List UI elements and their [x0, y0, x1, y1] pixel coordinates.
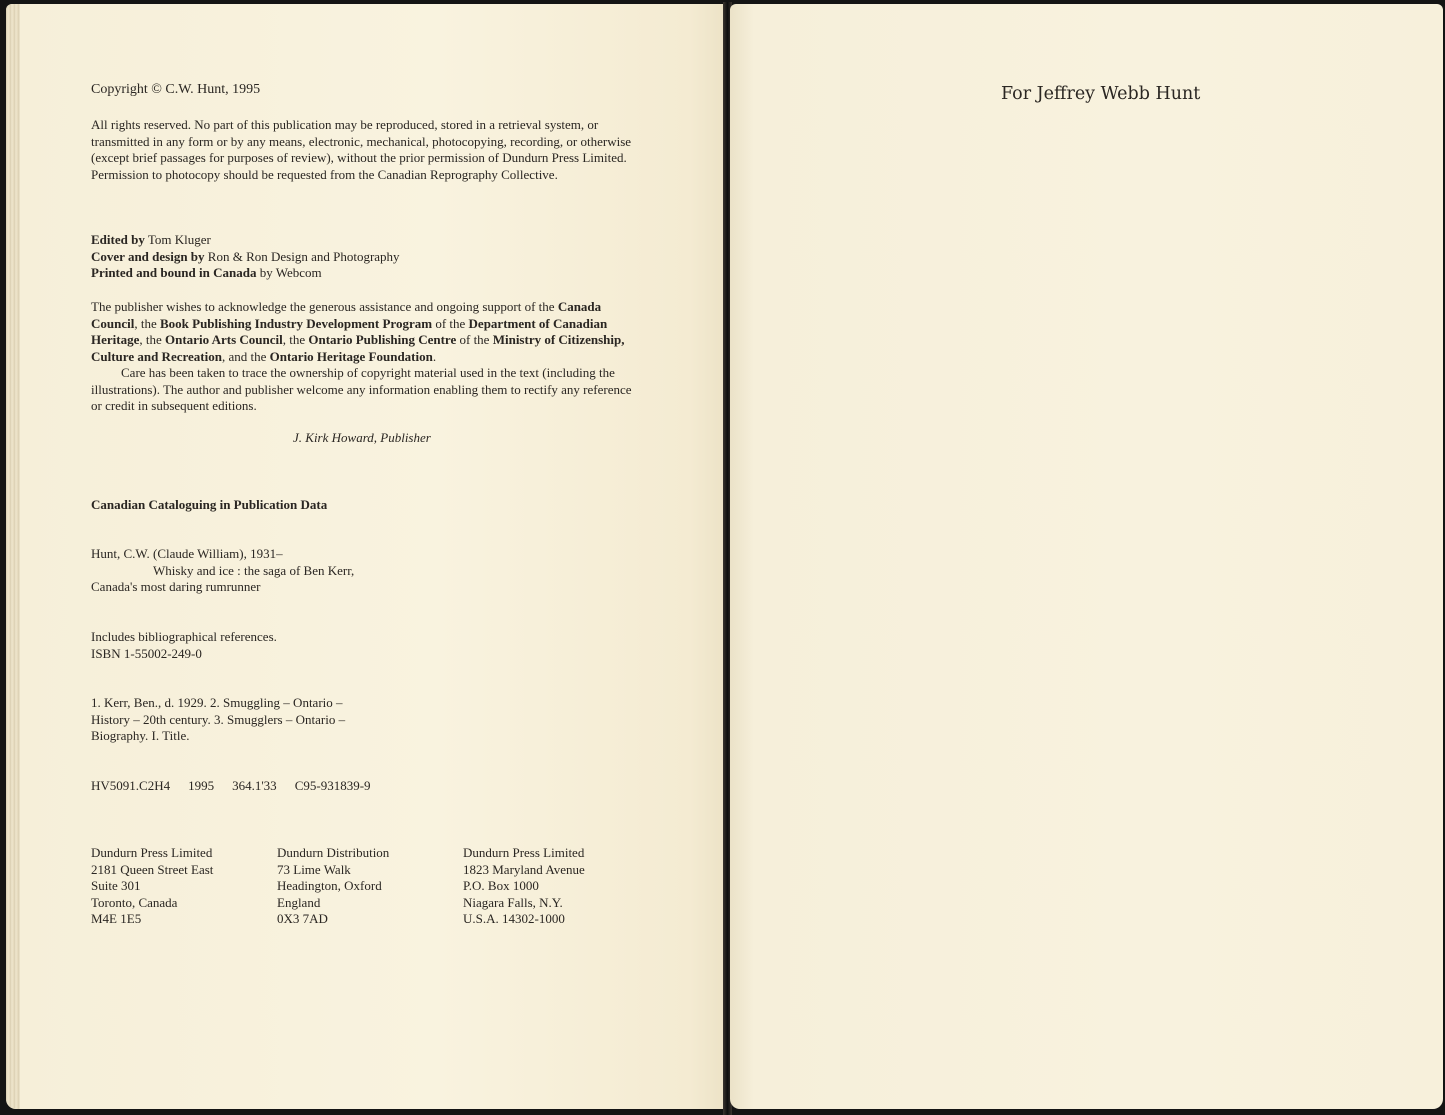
- address-line: Dundurn Distribution: [277, 845, 390, 860]
- address-line: England: [277, 894, 321, 910]
- address-toronto: [91, 845, 213, 928]
- cip-note-bibliography: Includes bibliographical references.: [91, 629, 277, 644]
- address-line: 1823 Maryland Avenue: [463, 861, 585, 877]
- cip-subtitle: Canada's most daring rumrunner: [91, 579, 261, 594]
- address-line: 0X3 7AD: [277, 911, 328, 926]
- address-line: P.O. Box 1000: [463, 878, 539, 893]
- cip-notes: [91, 629, 277, 662]
- cip-subjects: [91, 695, 345, 745]
- credit-printing: Printed and bound in Canada by Webcom: [91, 265, 322, 280]
- cip-year: 1995: [188, 778, 215, 793]
- right-page: [730, 4, 1443, 1109]
- address-line: U.S.A. 14302-1000: [463, 911, 565, 926]
- credit-editor: Edited by Tom Kluger: [91, 232, 211, 247]
- cip-classification: [91, 778, 389, 795]
- credits-block: [91, 232, 400, 282]
- credit-design: Cover and design by Ron & Ron Design and Photography: [91, 248, 400, 264]
- address-line: Toronto, Canada: [91, 894, 178, 910]
- cip-control-number: C95-931839-9: [294, 778, 371, 793]
- address-line: 2181 Queen Street East: [91, 861, 214, 877]
- address-oxford: [277, 845, 389, 928]
- rights-paragraph: All rights reserved. No part of this publication may be reproduced, stored in a retrieval system, or transmitted in any form or by any means, electronic, mechanical, photocopying, recording, or otherwise (except brief passages for purposes of review), without the prior permission of Dundurn Press Limited. Permission to photocopy should be requested from the Canadian Reprography Collective.: [91, 117, 632, 182]
- care-paragraph: Care has been taken to trace the ownership of copyright material used in the text (including the illustrations). The author and publisher welcome any information enabling them to rectify any reference or credit in subsequent editions.: [91, 365, 632, 413]
- cip-heading: Canadian Cataloguing in Publication Data: [91, 497, 328, 512]
- cip-subject-line: Biography. I. Title.: [91, 728, 190, 743]
- address-line: Dundurn Press Limited: [463, 845, 585, 860]
- acknowledgement-block: [91, 299, 636, 415]
- cip-title: Whisky and ice : the saga of Ben Kerr,: [153, 562, 355, 578]
- cip-dewey: 364.1'33: [232, 778, 277, 793]
- page-stack-edge: [6, 4, 20, 1109]
- cip-entry: [91, 546, 354, 596]
- copyright-line: Copyright © C.W. Hunt, 1995: [91, 82, 261, 97]
- cip-author: Hunt, C.W. (Claude William), 1931–: [91, 546, 283, 561]
- address-line: Niagara Falls, N.Y.: [463, 894, 563, 910]
- publisher-signature: J. Kirk Howard, Publisher: [293, 430, 431, 445]
- cip-subject-line: History – 20th century. 3. Smugglers – Ontario –: [91, 711, 346, 727]
- cip-isbn: ISBN 1-55002-249-0: [91, 645, 202, 661]
- address-line: Headington, Oxford: [277, 878, 382, 893]
- address-niagara: [463, 845, 585, 928]
- acknowledgement-paragraph: The publisher wishes to acknowledge the generous assistance and ongoing support of the Canada Council, the Book Publishing Industry Development Program of the Department of Canadian Heritage, the Ontario Arts Council, the Ontario Publishing Centre of the Ministry of Citizenship, Culture and Recreation, and the Ontario Heritage Foundation.: [91, 299, 625, 364]
- dedication: For Jeffrey Webb Hunt: [1001, 84, 1201, 104]
- address-line: M4E 1E5: [91, 911, 142, 926]
- cip-call-number: HV5091.C2H4: [91, 778, 171, 793]
- address-line: Suite 301: [91, 878, 141, 893]
- address-line: 73 Lime Walk: [277, 861, 351, 877]
- cip-subject-line: 1. Kerr, Ben., d. 1929. 2. Smuggling – Ontario –: [91, 695, 343, 710]
- address-line: Dundurn Press Limited: [91, 845, 213, 860]
